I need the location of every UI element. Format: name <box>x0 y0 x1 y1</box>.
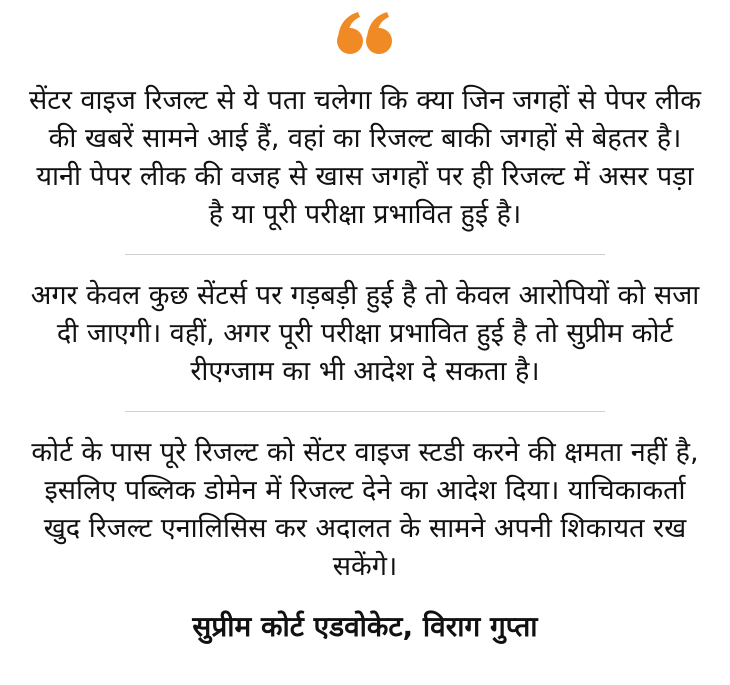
quote-open-icon <box>335 10 395 56</box>
divider-2 <box>125 411 605 412</box>
quote-attribution: सुप्रीम कोर्ट एडवोकेट, विराग गुप्ता <box>192 610 538 643</box>
divider-1 <box>125 254 605 255</box>
quote-paragraph-1: सेंटर वाइज रिजल्ट से ये पता चलेगा कि क्या जिन जगहों से पेपर लीक की खबरें सामने आई हैं, वहां का रिजल्ट बाकी जगहों से बेहतर है। यानी पेपर लीक की वजह से खास जगहों पर ही रिजल्ट में असर पड़ा है या पूरी परीक्षा प्रभावित हुई है। <box>29 85 701 230</box>
quote-paragraph-2: अगर केवल कुछ सेंटर्स पर गड़बड़ी हुई है तो केवल आरोपियों को सजा दी जाएगी। वहीं, अगर पूरी परीक्षा प्रभावित हुई है तो सुप्रीम कोर्ट रीएग्जाम का भी आदेश दे सकता है। <box>30 280 700 387</box>
quote-paragraph-3: कोर्ट के पास पूरे रिजल्ट को सेंटर वाइज स्टडी करने की क्षमता नहीं है, इसलिए पब्लिक डोमेन में रिजल्ट देने का आदेश दिया। याचिकाकर्ता खुद रिजल्ट एनालिसिस कर अदालत के सामने अपनी शिकायत रख सकेंगे। <box>31 437 699 582</box>
